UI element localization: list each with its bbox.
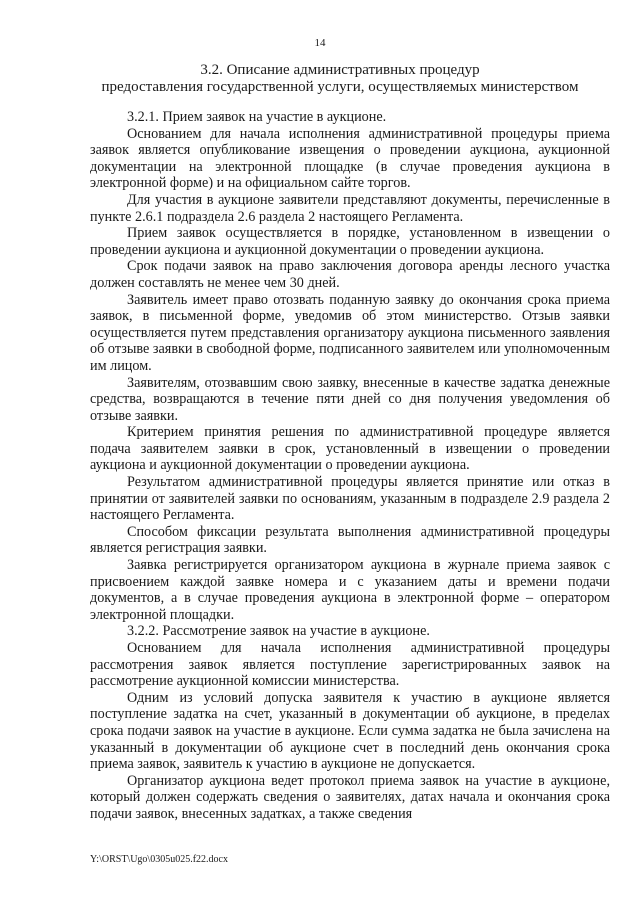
footer-file-path: Y:\ORST\Ugo\0305u025.f22.docx bbox=[90, 854, 228, 865]
paragraph: Основанием для начала исполнения административной процедуры рассмотрения заявок является поступление зарегистрированных заявок на рассмотрение аукционной комиссии министерства. bbox=[90, 640, 610, 690]
paragraph: Срок подачи заявок на право заключения договора аренды лесного участка должен составлять не менее чем 30 дней. bbox=[90, 258, 610, 291]
paragraph: Критерием принятия решения по административной процедуре является подача заявителем заявки в срок, установленный в извещении о проведении аукциона и аукционной документации о проведении аукциона. bbox=[90, 424, 610, 474]
paragraph: Для участия в аукционе заявители представляют документы, перечисленные в пункте 2.6.1 подраздела 2.6 раздела 2 настоящего Регламента. bbox=[90, 191, 610, 225]
paragraph: Заявителям, отозвавшим свою заявку, внесенные в качестве задатка денежные средства, возвращаются в течение пяти дней со дня получения уведомления об отзыве заявки. bbox=[90, 374, 610, 424]
paragraph-subsection-3-2-1-title: 3.2.1. Прием заявок на участие в аукционе. bbox=[127, 109, 387, 125]
section-heading bbox=[90, 62, 590, 96]
document-body bbox=[90, 109, 610, 823]
paragraph: Прием заявок осуществляется в порядке, установленном в извещении о проведении аукциона и аукционной документации о проведении аукциона. bbox=[90, 225, 610, 258]
paragraph: Заявитель имеет право отозвать поданную заявку до окончания срока приема заявок, в письменной форме, уведомив об этом министерство. Отзыв заявки осуществляется путем представления организатору аукциона письменного заявления об отзыве заявки в свободной форме, подписанного заявителем или уполномоченным им лицом. bbox=[90, 291, 610, 374]
page-number: 14 bbox=[314, 37, 326, 49]
paragraph: Одним из условий допуска заявителя к участию в аукционе является поступление задатка на счет, указанный в документации об аукционе, в пределах срока подачи заявок на участие в аукционе. Если сумма задатка не была зачислена на указанный в документации об аукционе счет в последний день окончания срока приема заявок, заявитель к участию в аукционе не допускается. bbox=[90, 689, 610, 773]
paragraph-subsection-3-2-2-title: 3.2.2. Рассмотрение заявок на участие в аукционе. bbox=[127, 623, 430, 640]
paragraph: Организатор аукциона ведет протокол приема заявок на участие в аукционе, который должен содержать сведения о заявителях, датах начала и окончания срока подачи заявок, внесенных задатках, а также сведения bbox=[90, 772, 610, 822]
paragraph: Заявка регистрируется организатором аукциона в журнале приема заявок с присвоением каждой заявке номера и с указанием даты и времени подачи документов, а в случае проведения аукциона в электронной форме – оператором электронной площадки. bbox=[90, 557, 610, 623]
section-heading-line-1: 3.2. Описание административных процедур bbox=[200, 62, 480, 78]
paragraph: Результатом административной процедуры является принятие или отказ в принятии от заявителей заявки по основаниям, указанным в подразделе 2.9 раздела 2 настоящего Регламента. bbox=[90, 474, 610, 524]
paragraph: Основанием для начала исполнения административной процедуры приема заявок является опубликование извещения о проведении аукциона, аукционной документации на электронной площадке (в случае проведения аукциона в электронной форме) и на официальном сайте торгов. bbox=[90, 125, 610, 192]
paragraph: Способом фиксации результата выполнения административной процедуры является регистрация заявки. bbox=[90, 523, 610, 557]
section-heading-line-2: предоставления государственной услуги, осуществляемых министерством bbox=[101, 79, 579, 95]
